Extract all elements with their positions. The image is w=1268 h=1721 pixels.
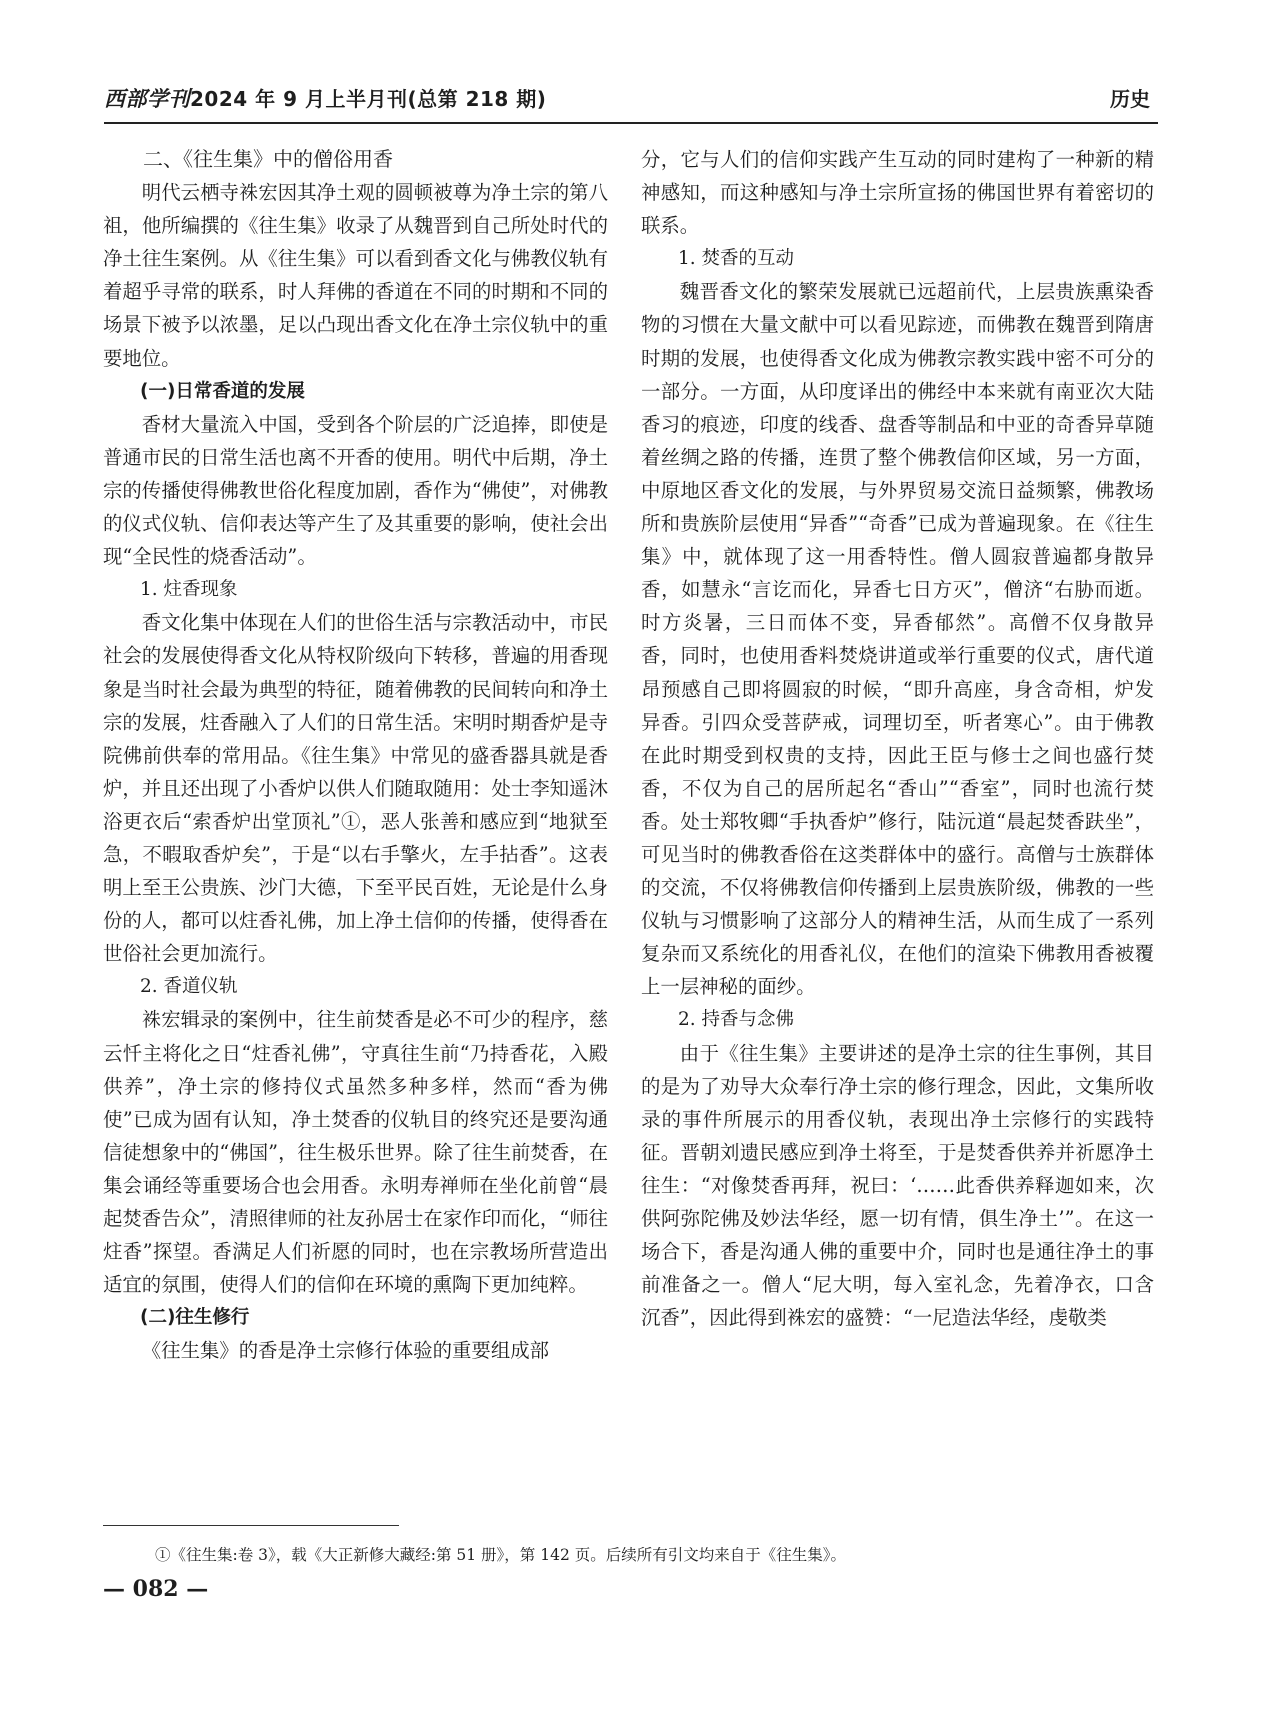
page-number: — 082 — <box>103 1576 209 1602</box>
section-title: 二、《往生集》中的僧俗用香 <box>143 147 393 171</box>
journal-logo: 西部学刊 <box>104 86 190 111</box>
journal-issue-line <box>104 84 546 114</box>
footnote: ①《往生集:卷 3》，载《大正新修大藏经:第 51 册》，第 142 页。后续所有引文均来自于《往生集》。 <box>155 1546 847 1564</box>
paragraph-zhuxiang: 香文化集中体现在人们的世俗生活与宗教活动中，市民社会的发展使得香文化从特权阶级向下转移，普遍的用香现象是当时社会最为典型的特征，随着佛教的民间转向和净土宗的发展，炷香融入了人们的日常生活。宋明时期香炉是寺院佛前供奉的常用品。《往生集》中常见的盛香器具就是香炉，并且还出现了小香炉以供人们随取随用：处士李知遥沐浴更衣后“索香炉出堂顶礼”①，恶人张善和感应到“地狱至急，不暇取香炉矣”，于是“以右手擎火，左手拈香”。这表明上至王公贵族、沙门大德，下至平民百姓，无论是什么身份的人，都可以炷香礼佛，加上净土信仰的传播，使得香在世俗社会更加流行。 <box>103 611 608 966</box>
subsection-title-practice: (二)往生修行 <box>140 1307 250 1329</box>
running-header <box>104 84 1158 124</box>
paragraph-interaction: 魏晋香文化的繁荣发展就已远超前代，上层贵族熏染香物的习惯在大量文献中可以看见踪迹，而佛教在魏晋到隋唐时期的发展，也使得香文化成为佛教宗教实践中密不可分的一部分。一方面，从印度译出的佛经中本来就有南亚次大陆香习的痕迹，印度的线香、盘香等制品和中亚的奇香异草随着丝绸之路的传播，连贯了整个佛教信仰区域，另一方面，中原地区香文化的发展，与外界贸易交流日益频繁，佛教场所和贵族阶层使用“异香”“奇香”已成为普遍现象。在《往生集》中，就体现了这一用香特性。僧人圆寂普遍都身散异香，如慧永“言讫而化，异香七日方灭”，僧济“右胁而逝。时方炎暑，三日而体不变，异香郁然”。高僧不仅身散异香，同时，也使用香料焚烧讲道或举行重要的仪式，唐代道昂预感自己即将圆寂的时候，“即升高座，身含奇相，炉发异香。引四众受菩萨戒，词理切至，听者寒心”。由于佛教在此时期受到权贵的支持，因此王臣与修士之间也盛行焚香，不仅为自己的居所起名“香山”“香室”，同时也流行焚香。处士郑牧卿“手执香炉”修行，陆沅道“晨起焚香趺坐”，可见当时的佛教香俗在这类群体中的盛行。高僧与士族群体的交流，不仅将佛教信仰传播到上层贵族阶级，佛教的一些仪轨与习惯影响了这部分人的精神生活，从而生成了一系列复杂而又系统化的用香礼仪，在他们的渲染下佛教用香被覆上一层神秘的面纱。 <box>641 280 1154 999</box>
intro-paragraph: 明代云栖寺袾宏因其净土观的圆顿被尊为净土宗的第八祖，他所编撰的《往生集》收录了从魏晋到自己所处时代的净土往生案例。从《往生集》可以看到香文化与佛教仪轨有着超乎寻常的联系，时人拜佛的香道在不同的时期和不同的场景下被予以浓墨，足以凸现出香文化在净土宗仪轨中的重要地位。 <box>103 181 608 370</box>
paragraph-nianfo: 由于《往生集》主要讲述的是净土宗的往生事例，其目的是为了劝导大众奉行净土宗的修行理念，因此，文集所收录的事件所展示的用香仪轨，表现出净土宗修行的实践特征。晋朝刘遗民感应到净土将至，于是焚香供养并祈愿净土往生：“对像焚香再拜，祝曰：‘……此香供养释迦如来，次供阿弥陀佛及妙法华经，愿一切有情，俱生净土’”。在这一场合下，香是沟通人佛的重要中介，同时也是通往净土的事前准备之一。僧人“尼大明，每入室礼念，先着净衣，口含沉香”，因此得到袾宏的盛赞：“一尼造法华经，虔敬类 <box>641 1041 1154 1330</box>
subsection-title-daily: (一)日常香道的发展 <box>140 380 305 402</box>
right-column <box>641 143 1154 1334</box>
issue-label: 2024 年 9 月上半月刊(总第 218 期) <box>190 87 547 111</box>
heading-interaction: 1. 焚香的互动 <box>678 248 795 270</box>
paragraph-practice-cont: 分，它与人们的信仰实践产生互动的同时建构了一种新的精神感知，而这种感知与净土宗所宣扬的佛国世界有着密切的联系。 <box>641 148 1154 238</box>
section-label: 历史 <box>1110 87 1150 111</box>
footnote-rule <box>103 1525 399 1526</box>
heading-zhuxiang: 1. 炷香现象 <box>140 579 238 601</box>
heading-nianfo: 2. 持香与念佛 <box>678 1009 795 1031</box>
left-column <box>103 143 608 1367</box>
heading-ritual: 2. 香道仪轨 <box>140 976 238 998</box>
paragraph-practice-start: 《往生集》的香是净土宗修行体验的重要组成部 <box>141 1339 549 1363</box>
paragraph-ritual: 袾宏辑录的案例中，往生前焚香是必不可少的程序，慈云忏主将化之日“炷香礼佛”，守真往生前“乃持香花，入殿供养”，净土宗的修持仪式虽然多种多样，然而“香为佛使”已成为固有认知，净土焚香的仪轨目的终究还是要沟通信徒想象中的“佛国”，往生极乐世界。除了往生前焚香，在集会诵经等重要场合也会用香。永明寿禅师在坐化前曾“晨起焚香告众”，清照律师的社友孙居士在家作印而化，“师往炷香”探望。香满足人们祈愿的同时，也在宗教场所营造出适宜的氛围，使得人们的信仰在环境的熏陶下更加纯粹。 <box>103 1008 608 1297</box>
paragraph-daily: 香材大量流入中国，受到各个阶层的广泛追捧，即使是普通市民的日常生活也离不开香的使用。明代中后期，净土宗的传播使得佛教世俗化程度加剧，香作为“佛使”，对佛教的仪式仪轨、信仰表达等产生了及其重要的影响，使社会出现“全民性的烧香活动”。 <box>103 412 608 569</box>
